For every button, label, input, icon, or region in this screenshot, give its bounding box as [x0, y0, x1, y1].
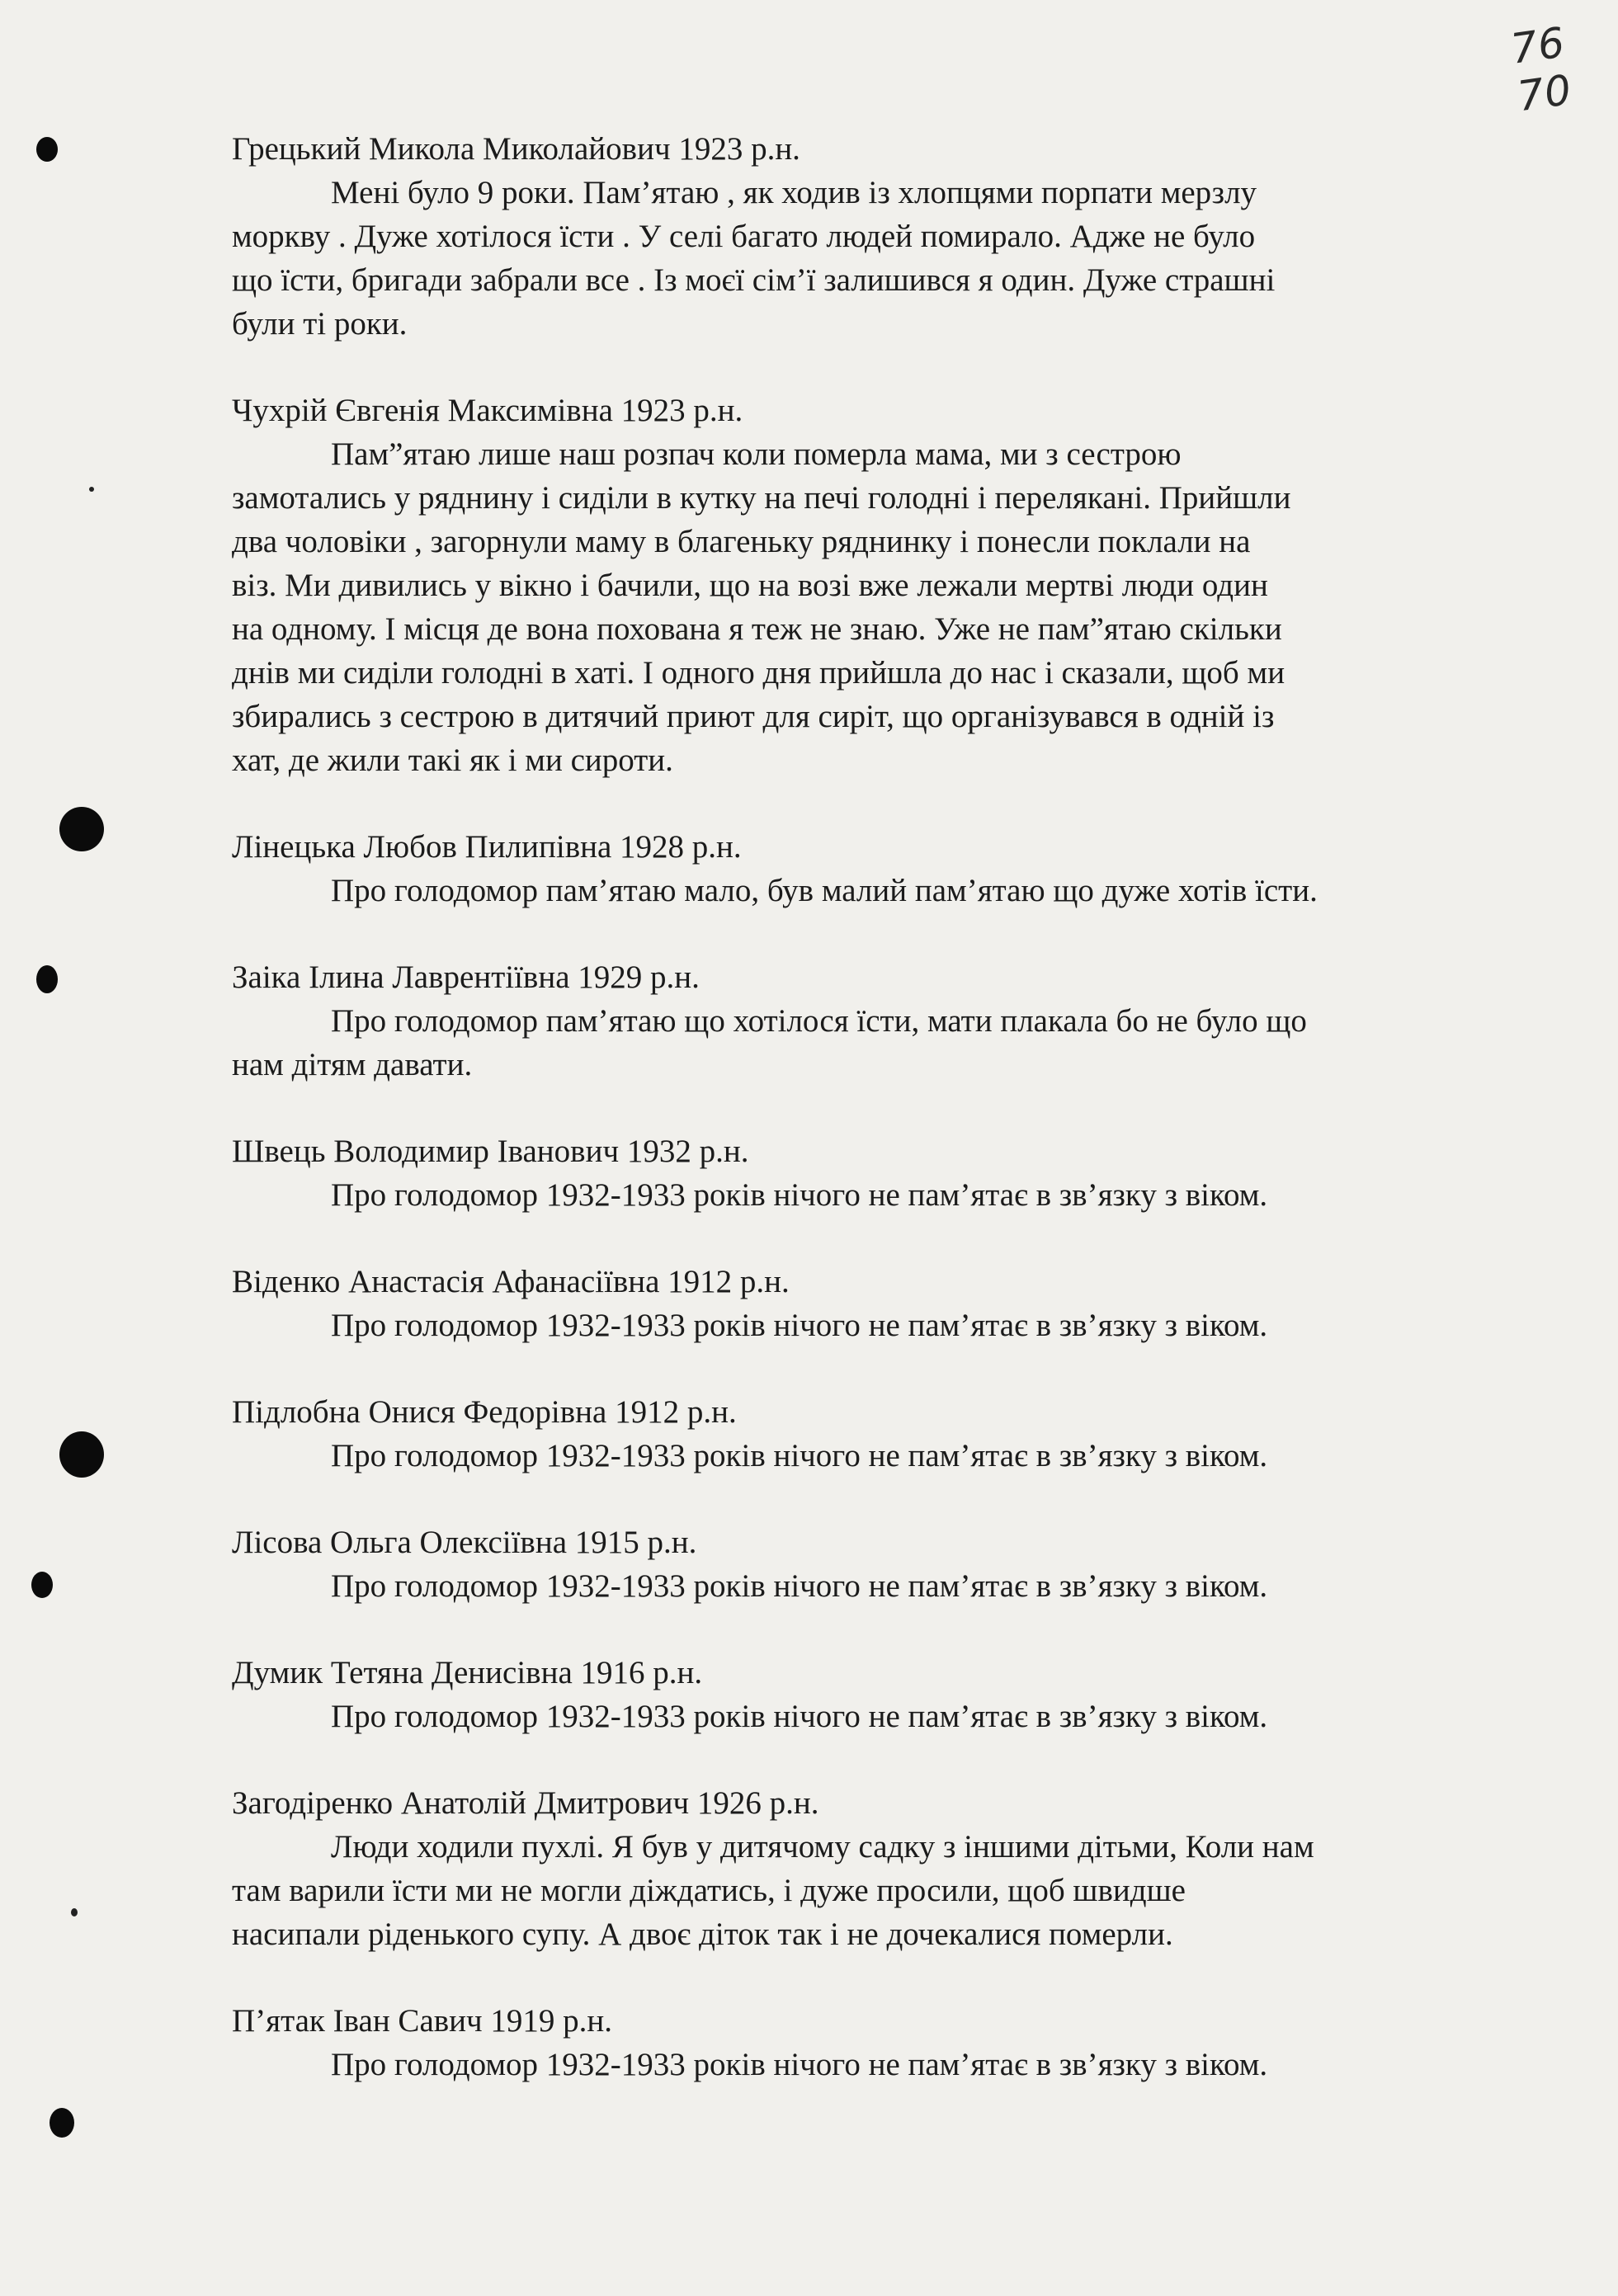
punch-hole	[59, 807, 104, 851]
testimony-text: Про голодомор 1932-1933 років нічого не пам’ятає в зв’язку з віком.	[331, 1177, 1268, 1213]
punch-hole	[59, 1431, 104, 1478]
testimony-entry	[232, 1520, 1527, 1608]
punch-hole	[36, 965, 58, 993]
page-number: 76 70	[1507, 18, 1575, 121]
person-name: Лісова Ольга Олексіївна 1915 р.н.	[232, 1525, 697, 1560]
testimony-text: Люди ходили пухлі. Я був у дитячому садку з іншими дітьми, Коли нам там варили їсти ми не могли діждатись, і дуже просили, щоб швидше насипали ріденького супу. А двоє діток так і не дочекалися померли.	[232, 1829, 1314, 1952]
testimony-entry	[232, 1390, 1527, 1478]
person-name: Думик Тетяна Денисівна 1916 р.н.	[232, 1655, 703, 1690]
testimony-text: Про голодомор 1932-1933 років нічого не пам’ятає в зв’язку з віком.	[331, 1308, 1268, 1343]
testimony-text: Про голодомор 1932-1933 років нічого не пам’ятає в зв’язку з віком.	[331, 1568, 1268, 1604]
person-name: Швець Володимир Іванович 1932 р.н.	[232, 1134, 749, 1169]
testimony-entry	[232, 1999, 1527, 2086]
punch-hole	[31, 1572, 53, 1598]
testimony-text: Мені було 9 роки. Пам’ятаю , як ходив із хлопцями порпати мерзлу моркву . Дуже хотілося їсти . У селі багато людей помирало. Адже не було що їсти, бригади забрали все . Із моєї сім’ї залишився я один. Дуже страшні були ті роки.	[232, 175, 1276, 342]
testimony-text: Про голодомор 1932-1933 років нічого не пам’ятає в зв’язку з віком.	[331, 1438, 1268, 1473]
person-name: Віденко Анастасія Афанасіївна 1912 р.н.	[232, 1264, 790, 1299]
testimony-entry	[232, 825, 1527, 912]
person-name: Лінецька Любов Пилипівна 1928 р.н.	[232, 829, 742, 865]
scan-mark	[89, 487, 94, 492]
person-name: Чухрій Євгенія Максимівна 1923 р.н.	[232, 393, 743, 428]
person-name: Загодіренко Анатолій Дмитрович 1926 р.н.	[232, 1785, 819, 1821]
testimony-text: Про голодомор пам’ятаю мало, був малий пам’ятаю що дуже хотів їсти.	[331, 873, 1318, 908]
punch-hole	[50, 2108, 74, 2138]
document-content	[232, 127, 1527, 2129]
testimony-entry	[232, 1651, 1527, 1738]
punch-hole	[36, 137, 58, 162]
testimony-text: Про голодомор пам’ятаю що хотілося їсти, мати плакала бо не було що нам дітям давати.	[232, 1003, 1307, 1082]
testimony-text: Про голодомор 1932-1933 років нічого не пам’ятає в зв’язку з віком.	[331, 2047, 1268, 2082]
person-name: П’ятак Іван Савич 1919 р.н.	[232, 2003, 613, 2039]
testimony-entry	[232, 955, 1527, 1087]
testimony-entry	[232, 1260, 1527, 1347]
testimony-text: Пам”ятаю лише наш розпач коли померла мама, ми з сестрою замотались у ряднину і сиділи в кутку на печі голодні і перелякані. Прийшли два чоловіки , загорнули маму в благеньку ряднинку і понесли поклали на віз. Ми дивились у вікно і бачили, що на возі вже лежали мертві люди один на одному. І місця де вона похована я теж не знаю. Уже не пам”ятаю скільки днів ми сиділи голодні в хаті. І одного дня прийшла до нас і сказали, щоб ми збирались з сестрою в дитячий приют для сиріт, що організувався в одній із хат, де жили такі як і ми сироти.	[232, 436, 1291, 778]
scan-mark	[71, 1908, 78, 1916]
testimony-entry	[232, 1781, 1527, 1956]
person-name: Грецький Микола Миколайович 1923 р.н.	[232, 131, 800, 167]
person-name: Заіка Ілина Лаврентіївна 1929 р.н.	[232, 959, 700, 995]
testimony-entry	[232, 127, 1527, 346]
testimony-entry	[232, 1129, 1527, 1217]
testimony-entry	[232, 389, 1527, 782]
testimony-text: Про голодомор 1932-1933 років нічого не пам’ятає в зв’язку з віком.	[331, 1699, 1268, 1734]
person-name: Підлобна Онися Федорівна 1912 р.н.	[232, 1394, 737, 1430]
